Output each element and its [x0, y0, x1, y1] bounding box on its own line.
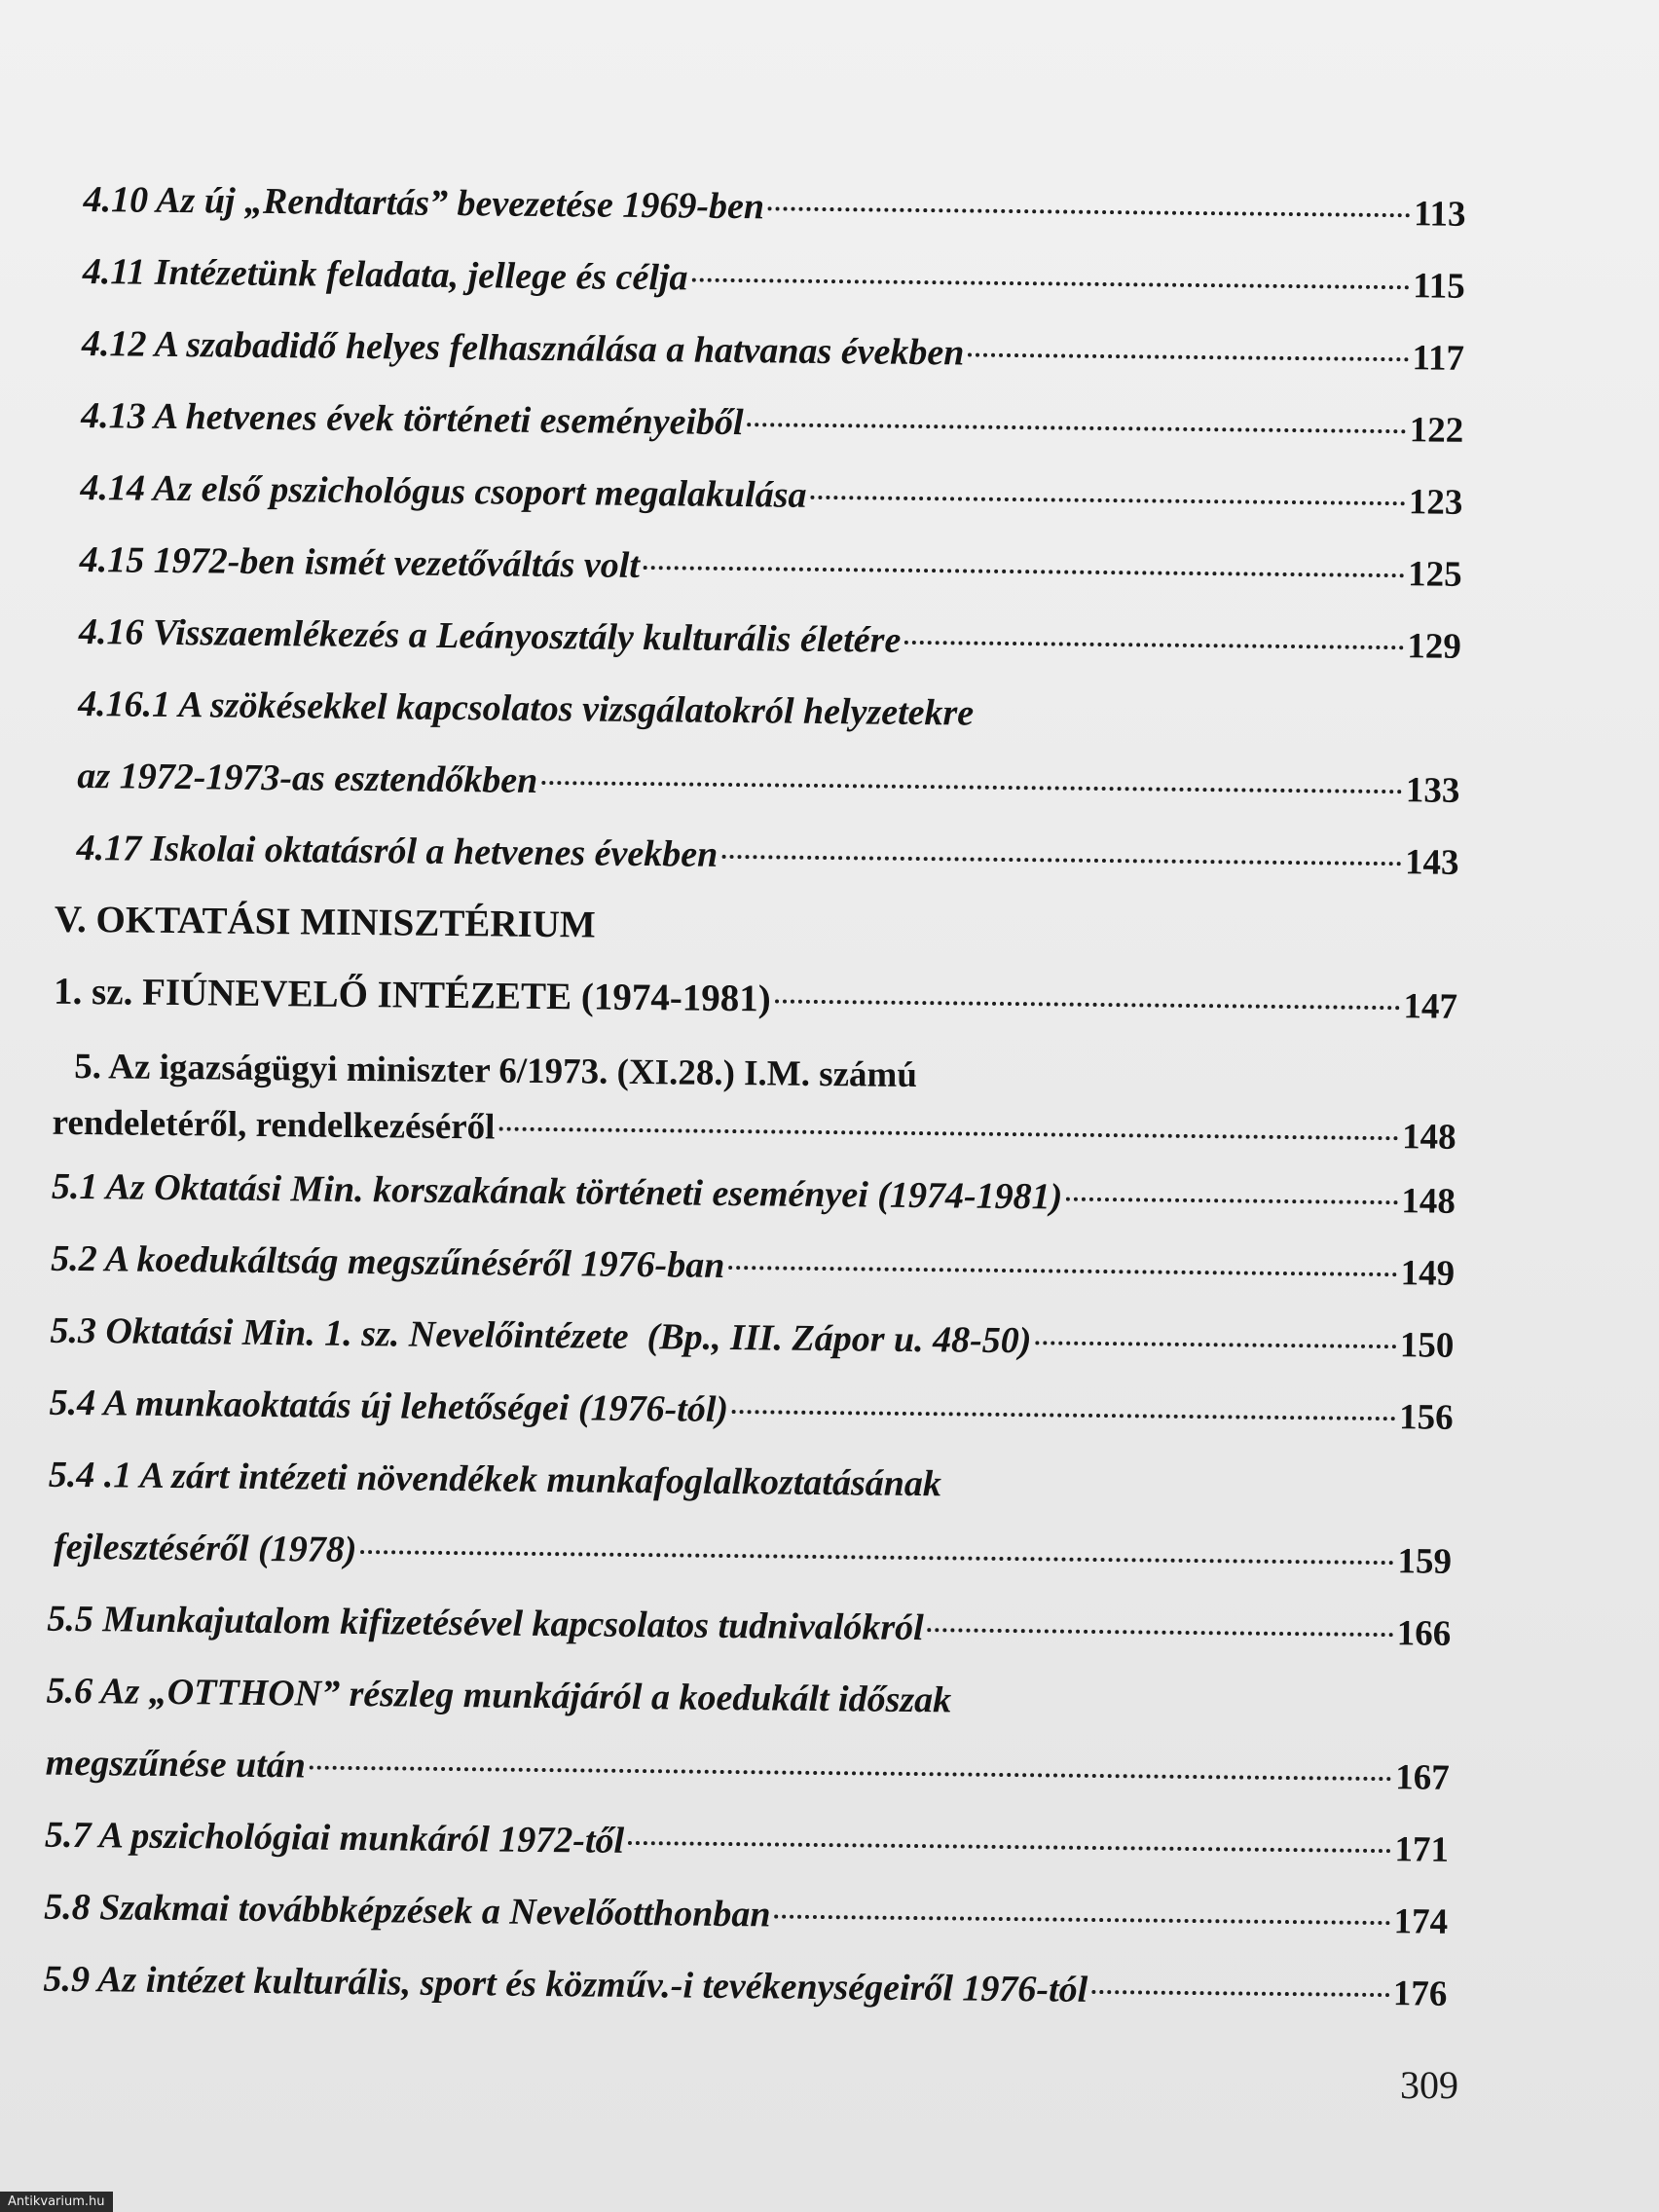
toc-entry-page: 123: [1408, 482, 1463, 523]
toc-entry-title: 4.16.1 A szökésekkel kapcsolatos vizsgálatokról helyzetekre: [77, 682, 975, 734]
toc-entry-title: 1. sz. FIÚNEVELŐ INTÉZETE (1974-1981): [53, 970, 772, 1020]
dot-leader: [774, 1915, 1389, 1926]
toc-entry-title: fejlesztéséről (1978): [53, 1526, 357, 1571]
table-of-contents: [43, 164, 1466, 2030]
toc-entry-title: 4.15 1972-ben ismét vezetőváltás volt: [79, 538, 641, 586]
dot-leader: [904, 641, 1403, 649]
dot-leader: [732, 1410, 1395, 1420]
toc-entry: [54, 956, 1458, 1043]
dot-leader: [748, 423, 1406, 433]
toc-entry-page: 149: [1400, 1253, 1456, 1294]
toc-entry-page: 167: [1395, 1757, 1450, 1798]
toc-entry-page: 176: [1392, 1973, 1448, 2014]
dot-leader: [628, 1841, 1390, 1853]
toc-entry-title: 5.8 Szakmai továbbképzések a Nevelőotthonban: [44, 1886, 771, 1936]
dot-leader: [498, 1127, 1398, 1141]
toc-entry-page: 156: [1398, 1397, 1454, 1438]
dot-leader: [644, 566, 1404, 577]
toc-entry-page: 133: [1405, 770, 1460, 811]
toc-entry-title: 5.5 Munkajutalom kifizetésével kapcsolatos tudnivalókról: [47, 1598, 924, 1649]
toc-entry-page: 148: [1401, 1181, 1456, 1222]
toc-entry-page: 122: [1409, 410, 1464, 451]
toc-entry-title: 4.13 A hetvenes évek történeti eseményeiből: [81, 394, 744, 444]
dot-leader: [775, 999, 1400, 1010]
dot-leader: [968, 353, 1408, 362]
dot-leader: [768, 206, 1410, 217]
dot-leader: [310, 1766, 1391, 1782]
dot-leader: [1066, 1198, 1397, 1205]
toc-entry-title: 4.17 Iskolai oktatásról a hetvenes években: [76, 827, 719, 875]
toc-entry-title: 5.1 Az Oktatási Min. korszakának történeti eseményei (1974-1981): [51, 1165, 1063, 1218]
toc-entry-title: 5.4 .1 A zárt intézeti növendékek munkafoglalkoztatásának: [48, 1454, 942, 1505]
toc-entry-title: 5.9 Az intézet kulturális, sport és közműv.-i tevékenységeiről 1976-tól: [43, 1958, 1088, 2010]
toc-entry: [43, 1943, 1448, 2030]
dot-leader: [1091, 1990, 1389, 1997]
toc-entry-title: 4.10 Az új „Rendtartás” bevezetése 1969-ben: [83, 178, 765, 228]
watermark-label: Antikvarium.hu: [0, 2192, 113, 2212]
dot-leader: [541, 781, 1402, 793]
toc-entry-title: rendeletéről, rendelkezéséről: [52, 1102, 496, 1148]
toc-entry-page: 148: [1401, 1117, 1456, 1158]
toc-entry-page: 171: [1394, 1829, 1450, 1870]
dot-leader: [721, 855, 1401, 866]
toc-entry-page: 166: [1396, 1613, 1452, 1654]
toc-entry-page: 143: [1404, 842, 1459, 883]
toc-entry-page: 113: [1413, 194, 1466, 235]
toc-entry-title: 4.12 A szabadidő helyes felhasználása a hatvanas években: [81, 322, 965, 374]
dot-leader: [691, 278, 1409, 290]
toc-entry-page: 129: [1407, 626, 1462, 667]
section-heading-title: V. OKTATÁSI MINISZTÉRIUM: [54, 898, 596, 946]
toc-entry-page: 159: [1397, 1541, 1453, 1582]
dot-leader: [1035, 1341, 1395, 1348]
toc-entry-page: 174: [1393, 1901, 1449, 1942]
toc-entry-title: az 1972-1973-as esztendőkben: [77, 755, 538, 801]
toc-entry-title: 5.3 Oktatási Min. 1. sz. Nevelőintézete (Bp., III. Zápor u. 48-50): [50, 1309, 1032, 1362]
toc-entry-page: 147: [1403, 986, 1458, 1027]
toc-entry-title: 5.7 A pszichológiai munkáról 1972-től: [44, 1814, 625, 1862]
page-number: 309: [1400, 2063, 1458, 2107]
toc-entry-title: 4.11 Intézetünk feladata, jellege és célja: [82, 250, 688, 299]
toc-entry-title: 4.14 Az első pszichológus csoport megalakulása: [80, 466, 807, 516]
toc-entry-title: 4.16 Visszaemlékezés a Leányosztály kulturális életére: [78, 610, 902, 661]
dot-leader: [360, 1550, 1393, 1565]
toc-entry-title: 5.2 A koedukáltság megszűnéséről 1976-ban: [51, 1237, 725, 1286]
dot-leader: [728, 1266, 1396, 1276]
dot-leader: [928, 1628, 1393, 1637]
toc-entry-title: 5.4 A munkaoktatás új lehetőségei (1976-tól): [49, 1382, 729, 1431]
toc-entry-title: 5.6 Az „OTTHON” részleg munkájáról a koedukált időszak: [46, 1670, 952, 1721]
toc-entry-page: 150: [1399, 1325, 1455, 1366]
dot-leader: [810, 496, 1404, 505]
toc-entry-page: 117: [1412, 338, 1465, 379]
toc-entry-title: megszűnése után: [45, 1742, 307, 1787]
toc-entry-page: 115: [1413, 266, 1465, 307]
toc-entry-page: 125: [1407, 554, 1462, 595]
toc-entry-title: 5. Az igazságügyi miniszter 6/1973. (XI.28.) I.M. számú: [74, 1046, 918, 1096]
